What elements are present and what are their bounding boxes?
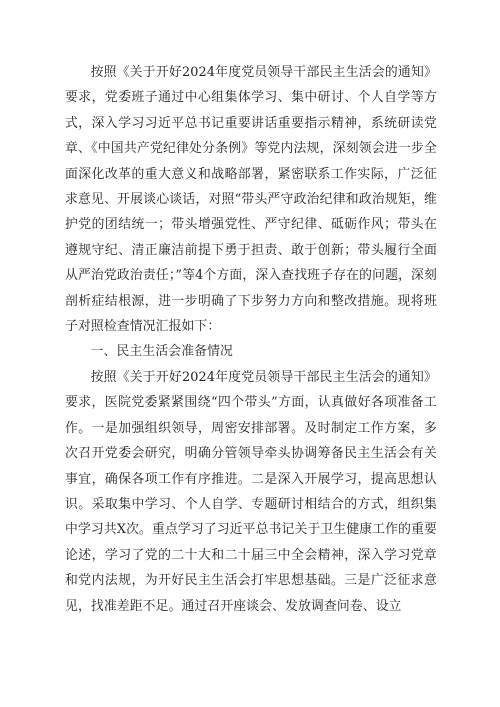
intro-paragraph: 按照《关于开好2024年度党员领导干部民主生活会的通知》要求，党委班子通过中心组集体学习、集中研讨、个人自学等方式，深入学习习近平总书记重要讲话重要指示精神，系统研读党章、《中国共产党纪律处分条例》等党内法规，深刻领会进一步全面深化改革的重大意义和战略部署，紧密联系工作实际，广泛征求意见、开展谈心谈话，对照“带头严守政治纪律和政治规矩，维护党的团结统一；带头增强党性、严守纪律、砥砺作风；带头在遵规守纪、清正廉洁前提下勇于担责、敢于创新；带头履行全面从严治党政治责任；”等4个方面，深入查找班子存在的问题，深刻剖析症结根源，进一步明确了下步努力方向和整改措施。现将班子对照检查情况汇报如下： bbox=[65, 65, 437, 335]
preparation-paragraph: 按照《关于开好2024年度党员领导干部民主生活会的通知》要求，医院党委紧紧围绕“四个带头”方面，认真做好各项准备工作。一是加强组织领导，周密安排部署。及时制定工作方案，多次召开党委会研究，明确分管领导牵头协调筹备民主生活会有关事宜，确保各项工作有序推进。二是深入开展学习，提高思想认识。采取集中学习、个人自学、专题研讨相结合的方式，组织集中学习共X次。重点学习了习近平总书记关于卫生健康工作的重要论述，学习了党的二十大和二十届三中全会精神，深入学习党章和党内法规，为开好民主生活会打牢思想基础。三是广泛征求意见，找准差距不足。通过召开座谈会、发放调查问卷、设立 bbox=[65, 369, 437, 614]
document-body bbox=[65, 60, 437, 619]
section-heading: 一、民主生活会准备情况 bbox=[90, 344, 234, 360]
